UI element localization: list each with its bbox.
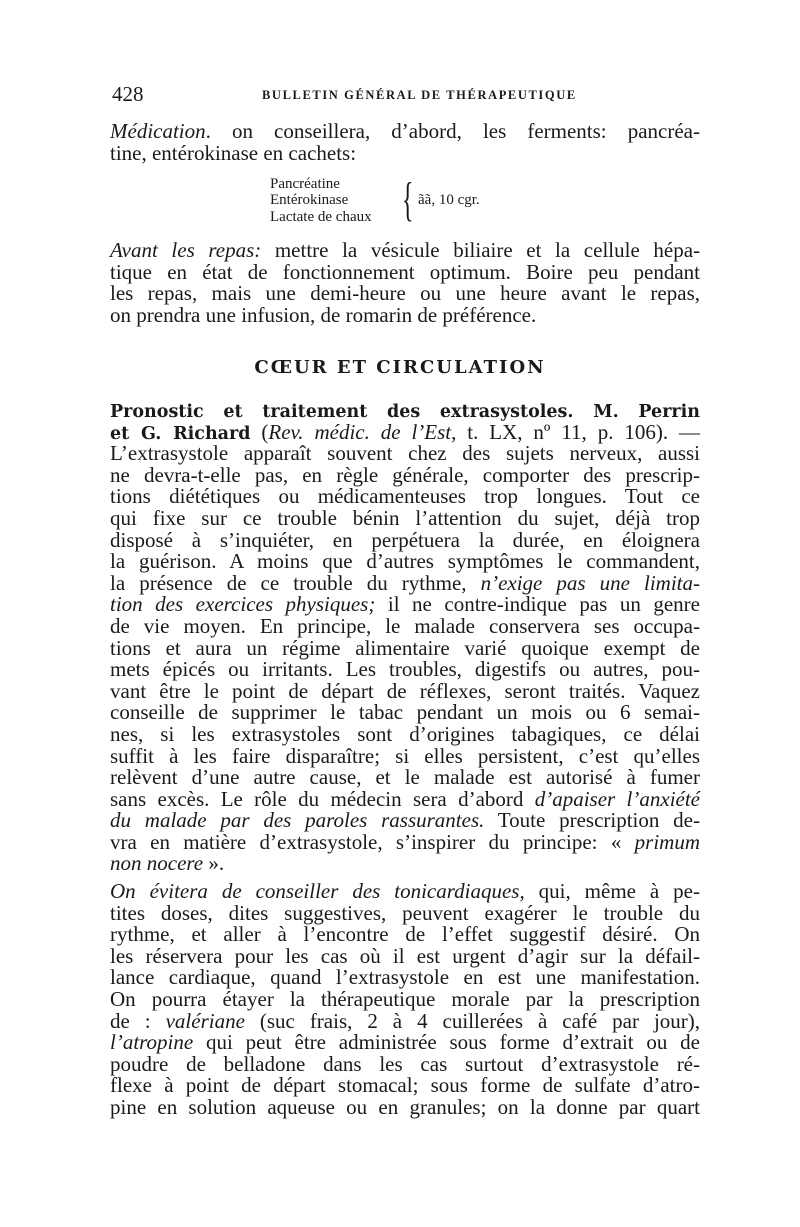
text-line — [110, 743, 700, 768]
formula-brace: { — [402, 173, 414, 226]
text-line — [110, 240, 700, 262]
text-segment: il ne contre-indique pas un genre — [375, 592, 700, 617]
page-header — [112, 82, 700, 108]
text-line — [110, 659, 700, 681]
article-title-segment: et G. Richard — [110, 423, 251, 444]
text-segment: qui peut être administrée sous forme d’extrait ou de — [193, 1030, 700, 1055]
text-line — [110, 721, 700, 746]
text-segment: les repas, mais une demi-heure ou une heure avant le repas, — [110, 281, 700, 306]
text-segment: . on conseillera, d’abord, les ferments: pancréa- — [205, 119, 700, 143]
text-segment: non nocere — [110, 851, 204, 876]
text-segment: tions et aura un régime alimentaire varié quoique exempt de — [110, 635, 700, 660]
text-segment: flexe à point de départ stomacal; sous forme de sulfate d’atro- — [110, 1073, 700, 1098]
text-segment: tions diététiques ou médicamenteuses trop longues. Tout ce — [110, 484, 700, 509]
text-segment: Médication — [110, 119, 206, 143]
formula-ingredient: Lactate de chaux — [270, 208, 372, 225]
text-line — [110, 829, 700, 854]
text-segment: tique en état de fonctionnement optimum. Boire peu pendant — [110, 259, 700, 284]
text-segment: l’atropine — [110, 1030, 194, 1055]
text-segment: primum — [634, 829, 700, 854]
text-line — [110, 853, 700, 875]
text-segment: nes, si les extrasystoles sont d’origines tabagiques, ce délai — [110, 721, 700, 746]
tonicardiac-paragraph — [110, 881, 700, 1119]
text-line — [110, 527, 700, 552]
text-segment: la guérison. A moins que d’autres symptômes le commandent, — [110, 549, 700, 574]
text-segment: on prendra une infusion, de romarin de préférence. — [110, 302, 537, 327]
article-title-segment: Pronostic et traitement des extrasystoles. M. Perrin — [110, 402, 700, 422]
text-line — [110, 1008, 701, 1033]
text-segment: n’exige pas une limita- — [480, 570, 700, 595]
text-line — [110, 810, 700, 832]
text-line — [110, 613, 700, 638]
text-segment: ne devra-t-elle pas, en règle générale, comporter des prescrip- — [110, 462, 700, 487]
text-segment: mets épicés ou irritants. Les troubles, digestifs ou autres, pou- — [110, 657, 700, 682]
text-line — [110, 283, 700, 305]
text-line — [110, 419, 700, 444]
text-segment: vant être le point de départ de réflexes, seront traités. Vaquez — [110, 678, 700, 703]
text-segment: suffit à les faire disparaître; si elles persistent, c’est qu’elles — [110, 743, 700, 768]
text-line — [110, 259, 700, 284]
medication-paragraph — [110, 121, 700, 164]
text-line — [110, 943, 700, 968]
text-segment: tion des exercices physiques; — [110, 592, 376, 617]
text-segment: du malade par des paroles rassurantes. — [110, 808, 485, 833]
extrasystoles-paragraph — [110, 400, 700, 875]
text-segment: rythme, et aller à l’encontre de l’effet suggestif désiré. On — [110, 922, 700, 947]
text-line — [110, 986, 700, 1011]
text-segment: de : — [110, 1008, 166, 1033]
text-line — [110, 121, 700, 143]
text-segment: les réservera pour les cas où il est urgent d’agir sur la défail- — [110, 943, 700, 968]
text-segment: , t. LX, nº 11, p. 106). — — [451, 419, 700, 444]
text-segment: pine en solution aqueuse ou en granules; on la donne par quart — [110, 1094, 700, 1119]
formula-ingredient: Pancréatine — [270, 176, 340, 192]
text-segment: valériane — [165, 1008, 245, 1033]
prescription-formula — [270, 173, 570, 226]
formula-dose: ãã, 10 cgr. — [418, 192, 480, 208]
before-meals-paragraph — [110, 240, 700, 326]
text-line — [110, 924, 700, 946]
text-line — [110, 702, 700, 724]
text-line — [110, 302, 700, 327]
text-segment: On évitera de conseiller des tonicardiaques, — [110, 879, 525, 903]
text-segment: de vie moyen. En principe, le malade conservera ses occupa- — [110, 613, 700, 638]
text-line — [110, 443, 700, 465]
text-line — [110, 881, 700, 903]
text-line — [110, 786, 700, 811]
text-segment: Rev. médic. de l’Est — [268, 419, 452, 444]
text-segment: qui, même à pe- — [524, 879, 701, 903]
text-segment: sans excès. Le rôle du médecin sera d’abord — [110, 786, 535, 811]
text-segment: Toute prescription de- — [484, 808, 700, 833]
text-line — [110, 635, 700, 660]
text-segment: (suc frais, 2 à 4 cuillerées à café par jour), — [244, 1008, 701, 1033]
text-segment: d’apaiser l’anxiété — [534, 786, 700, 811]
text-segment: tites doses, dites suggestives, peuvent exagérer le trouble du — [110, 900, 700, 925]
text-line — [110, 1051, 700, 1076]
text-line — [110, 486, 700, 508]
text-segment: qui fixe sur ce trouble bénin l’attention du sujet, déjà trop — [110, 505, 700, 530]
text-line — [110, 400, 700, 422]
text-segment: poudre de belladone dans les cas surtout d’extrasystole ré- — [110, 1051, 700, 1076]
text-segment: lance cardiaque, quand l’extrasystole en est une manifestation. — [110, 965, 700, 990]
text-segment: relèvent d’une autre cause, et le malade est autorisé à fumer — [110, 765, 700, 790]
text-segment: Avant les repas: — [110, 238, 262, 262]
text-line — [110, 967, 700, 989]
section-title: CŒUR ET CIRCULATION — [254, 357, 546, 378]
text-segment: disposé à s’inquiéter, en perpétuera la durée, en éloignera — [110, 527, 700, 552]
text-line — [110, 140, 700, 165]
text-line — [110, 594, 700, 616]
text-segment: mettre la vésicule biliaire et la cellule hépa- — [261, 238, 701, 262]
text-segment: vra en matière d’extrasystole, s’inspirer du principe: « — [110, 829, 635, 854]
text-line — [110, 551, 700, 573]
text-line — [110, 767, 700, 789]
text-segment: la présence de ce trouble du rythme, — [110, 570, 481, 595]
text-line — [110, 1075, 700, 1097]
text-line — [110, 900, 700, 925]
text-segment: On pourra étayer la thérapeutique morale par la prescription — [110, 986, 700, 1011]
text-segment: tine, entérokinase en cachets: — [110, 140, 357, 165]
page-number: 428 — [112, 82, 144, 106]
text-line — [110, 1032, 700, 1054]
text-line — [110, 505, 700, 530]
text-line — [110, 1094, 700, 1119]
text-segment: ( — [250, 419, 269, 444]
text-segment: L’extrasystole apparaît souvent chez des sujets nerveux, aussi — [110, 441, 700, 466]
text-line — [110, 678, 700, 703]
running-title: BULLETIN GÉNÉRAL DE THÉRAPEUTIQUE — [262, 88, 577, 102]
text-segment: ». — [203, 851, 225, 876]
text-line — [110, 462, 700, 487]
formula-ingredient: Entérokinase — [270, 192, 349, 209]
text-segment: conseille de supprimer le tabac pendant un mois ou 6 semai- — [110, 700, 700, 725]
text-line — [110, 570, 700, 595]
